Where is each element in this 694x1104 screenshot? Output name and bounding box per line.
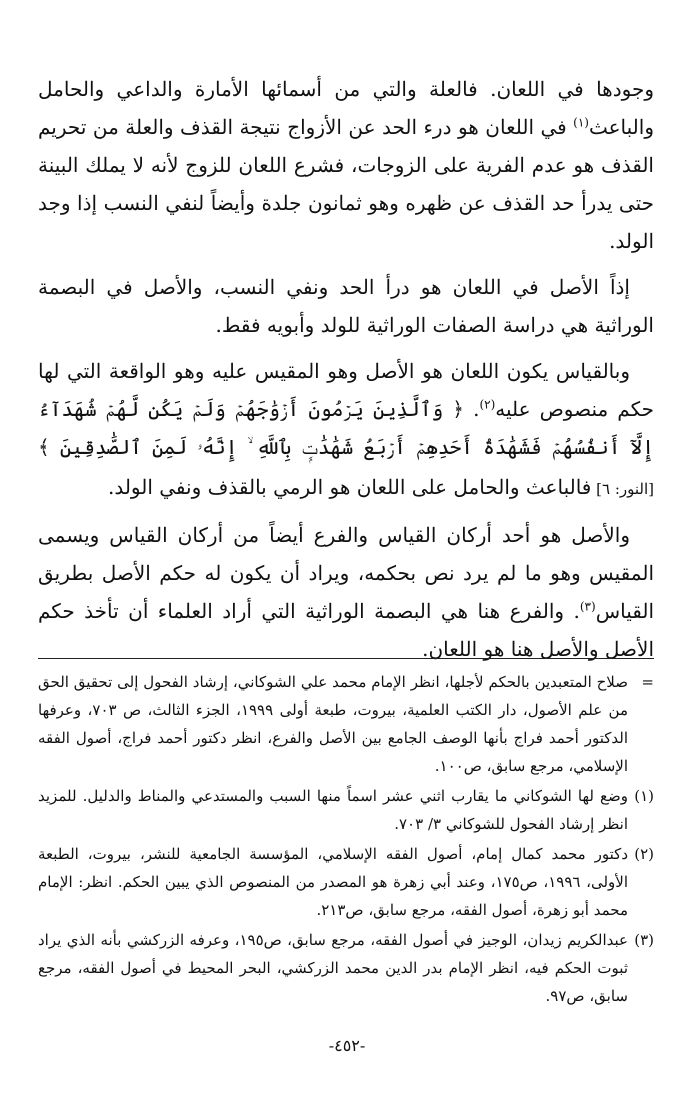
footnote-marker: (٢) bbox=[634, 845, 654, 863]
paragraph-4 bbox=[38, 516, 654, 668]
paragraph-1-text-a: وجودها في اللعان. فالعلة والتي من أسمائها الأمارة والداعي والحامل والباعث bbox=[38, 77, 654, 139]
footnote-text: دكتور محمد كمال إمام، أصول الفقه الإسلامي، المؤسسة الجامعية للنشر، بيروت، الطبعة الأولى، ١٩٩٦، ص١٧٥، وعند أبي زهرة هو المصدر من المنصوص الذي يبين الحكم. انظر: الإمام محمد أبو زهرة، أصول الفقه، مرجع سابق، ص٢١٣. bbox=[38, 845, 628, 919]
footnote-text: وضع لها الشوكاني ما يقارب اثني عشر اسماً منها السبب والمستدعي والمناط والدليل. للمزيد انظر إرشاد الفحول للشوكاني ٣/ ٧٠٣. bbox=[38, 787, 628, 833]
footnote-divider bbox=[38, 658, 654, 659]
page-number: -٤٥٢- bbox=[328, 1036, 366, 1055]
footnote-continued bbox=[38, 668, 654, 780]
footnote-text: عبدالكريم زيدان، الوجيز في أصول الفقه، مرجع سابق، ص١٩٥، وعرفه الزركشي بأنه الذي يراد ثبوت الحكم فيه، انظر الإمام بدر الدين محمد الزركشي، البحر المحيط في أصول الفقه، مرجع سابق، ص٩٧. bbox=[38, 931, 628, 1005]
footnote-marker: (٣) bbox=[634, 931, 654, 949]
paragraph-1-text-b: في اللعان هو درء الحد عن الأزواج نتيجة القذف والعلة من تحريم القذف هو عدم الفرية على الزوجات، فشرع اللعان للزوج لأنه لا يملك البينة حتى يدرأ حد القذف عن ظهره وهو ثمانون جلدة وأيضاً لنفي النسب إذا وجد الولد. bbox=[38, 115, 654, 253]
quran-verse: ﴿ وَٱلَّذِينَ يَرۡمُونَ أَزۡوَٰجَهُمۡ وَلَمۡ يَكُن لَّهُمۡ شُهَدَآءُ إِلَّآ أَنفُسُهُمۡ فَشَهَٰدَةُ أَحَدِهِمۡ أَرۡبَعُ شَهَٰدَٰتِۭ بِٱللَّهِ ۙ إِنَّهُۥ لَمِنَ ٱلصَّٰدِقِينَ ﴾ bbox=[38, 397, 654, 459]
paragraph-1 bbox=[38, 70, 654, 260]
footnote-marker: = bbox=[641, 673, 654, 691]
footnote-2 bbox=[38, 840, 654, 924]
footnote-ref-2[interactable]: (٢) bbox=[479, 397, 496, 412]
paragraph-3-dot: . bbox=[464, 397, 480, 421]
footnote-marker: (١) bbox=[634, 787, 654, 805]
verse-citation: [النور: ٦] bbox=[591, 480, 654, 498]
main-text bbox=[38, 70, 654, 668]
footnote-ref-3[interactable]: (٣) bbox=[579, 599, 596, 614]
footnote-text: صلاح المتعبدين بالحكم لأجلها، انظر الإمام محمد علي الشوكاني، إرشاد الفحول إلى تحقيق الحق من علم الأصول، دار الكتب العلمية، بيروت، طبعة أولى ١٩٩٩، الجزء الثالث، ص ٧٠٣، وعرفها الدكتور أحمد فراج بأنها الوصف الجامع بين الأصل والفرع، انظر دكتور أحمد فراج، أصول الفقه الإسلامي، مرجع سابق، ص١٠٠. bbox=[38, 673, 629, 775]
paragraph-3-text-a: وبالقياس يكون اللعان هو الأصل وهو المقيس عليه وهو الواقعة التي لها حكم منصوص عليه bbox=[38, 359, 654, 421]
paragraph-4-text-a: والأصل هو أحد أركان القياس والفرع أيضاً من أركان القياس ويسمى المقيس وهو ما لم يرد نص بحكمه، ويراد أن يكون له حكم الأصل بطريق القياس bbox=[38, 523, 654, 623]
paragraph-3-text-b: فالباعث والحامل على اللعان هو الرمي بالقذف ونفي الولد. bbox=[107, 475, 592, 499]
footnote-ref-1[interactable]: (١) bbox=[573, 115, 589, 130]
paragraph-2: إذاً الأصل في اللعان هو درأ الحد ونفي النسب، والأصل في البصمة الوراثية هي دراسة الصفات الوراثية للولد وأبويه فقط. bbox=[38, 275, 654, 337]
footnote-1 bbox=[38, 782, 654, 838]
paragraph-4-text-b: . والفرع هنا هي البصمة الوراثية التي أراد العلماء أن تأخذ حكم الأصل والأصل هنا هو اللعان. bbox=[38, 599, 654, 661]
paragraph-3 bbox=[38, 352, 654, 508]
footnote-3 bbox=[38, 926, 654, 1010]
footnotes bbox=[38, 668, 654, 1012]
